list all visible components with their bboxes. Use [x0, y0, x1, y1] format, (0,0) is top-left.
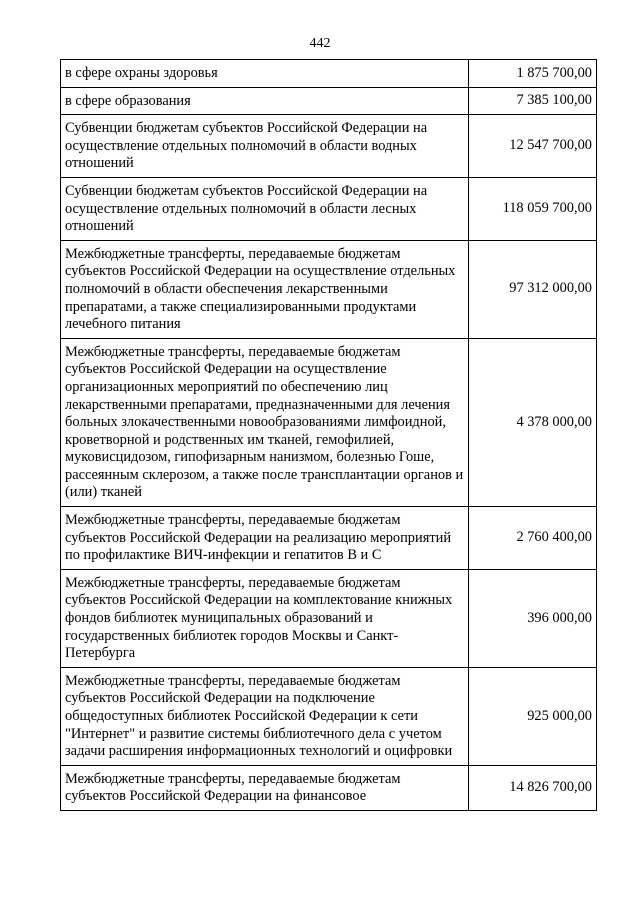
table-row [61, 338, 597, 506]
table-row [61, 240, 597, 338]
table-row [61, 507, 597, 570]
row-amount: 4 378 000,00 [469, 338, 597, 506]
row-description: Межбюджетные трансферты, передаваемые бюджетам субъектов Российской Федерации на комплектование книжных фондов библиотек муниципальных образований и государственных библиотек городов Москвы и Санкт-Петербурга [61, 569, 469, 667]
row-amount: 1 875 700,00 [469, 60, 597, 88]
table-row [61, 115, 597, 178]
row-amount: 118 059 700,00 [469, 177, 597, 240]
row-description: Межбюджетные трансферты, передаваемые бюджетам субъектов Российской Федерации на осуществление организационных мероприятий по обеспечению лиц лекарственными препаратами, предназначенными для лечения больных злокачественными новообразованиями лимфоидной, кроветворной и родственных им тканей, гемофилией, муковисцидозом, гипофизарным нанизмом, болезнью Гоше, рассеянным склерозом, а также после трансплантации органов и (или) тканей [61, 338, 469, 506]
row-description: в сфере образования [61, 87, 469, 115]
table-row [61, 667, 597, 765]
row-amount: 925 000,00 [469, 667, 597, 765]
table-row [61, 87, 597, 115]
budget-table [60, 59, 597, 811]
row-description: Межбюджетные трансферты, передаваемые бюджетам субъектов Российской Федерации на финансовое [61, 765, 469, 810]
row-description: в сфере охраны здоровья [61, 60, 469, 88]
row-description: Межбюджетные трансферты, передаваемые бюджетам субъектов Российской Федерации на осуществление отдельных полномочий в области обеспечения лекарственными препаратами, а также специализированными продуктами лечебного питания [61, 240, 469, 338]
table-row [61, 177, 597, 240]
row-description: Межбюджетные трансферты, передаваемые бюджетам субъектов Российской Федерации на подключение общедоступных библиотек Российской Федерации к сети "Интернет" и развитие системы библиотечного дела с учетом задачи расширения информационных технологий и оцифровки [61, 667, 469, 765]
row-description: Субвенции бюджетам субъектов Российской Федерации на осуществление отдельных полномочий в области лесных отношений [61, 177, 469, 240]
page-number: 442 [309, 36, 331, 51]
row-description: Субвенции бюджетам субъектов Российской Федерации на осуществление отдельных полномочий в области водных отношений [61, 115, 469, 178]
row-amount: 14 826 700,00 [469, 765, 597, 810]
row-description: Межбюджетные трансферты, передаваемые бюджетам субъектов Российской Федерации на реализацию мероприятий по профилактике ВИЧ-инфекции и гепатитов В и С [61, 507, 469, 570]
table-row [61, 765, 597, 810]
row-amount: 2 760 400,00 [469, 507, 597, 570]
table-row [61, 60, 597, 88]
row-amount: 97 312 000,00 [469, 240, 597, 338]
row-amount: 7 385 100,00 [469, 87, 597, 115]
row-amount: 396 000,00 [469, 569, 597, 667]
budget-table-body [61, 60, 597, 811]
row-amount: 12 547 700,00 [469, 115, 597, 178]
table-row [61, 569, 597, 667]
